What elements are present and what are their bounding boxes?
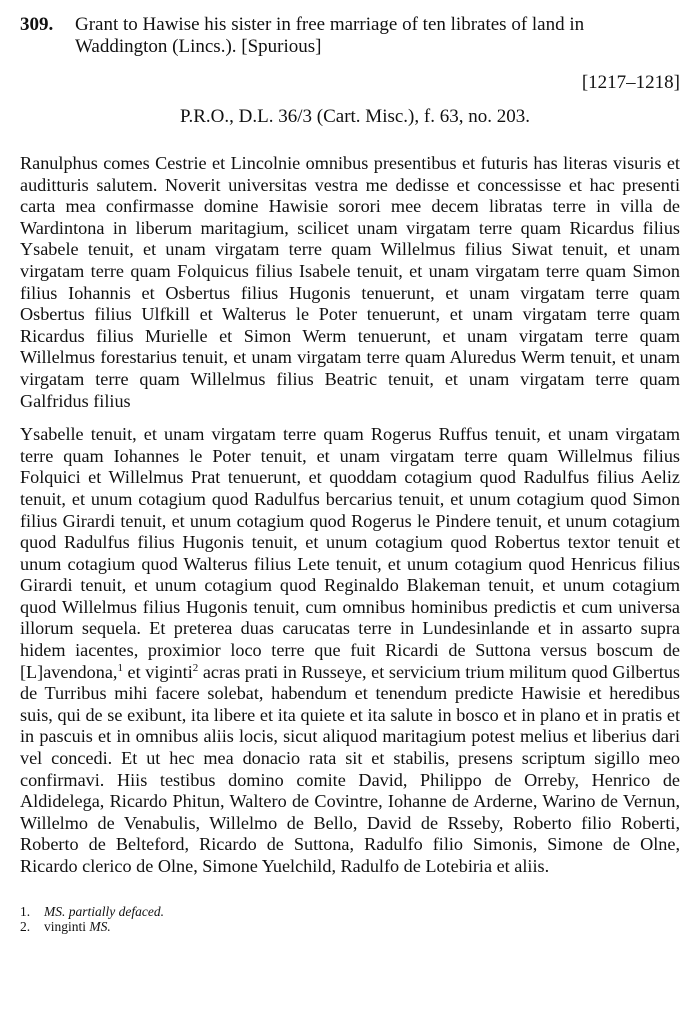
footnote-source-abbrev: MS. (89, 919, 111, 935)
footnote-2 (20, 919, 680, 935)
footnote-text (44, 919, 111, 935)
footnote-number: 2. (20, 919, 31, 935)
charter-text-paragraph-2 (20, 424, 680, 877)
charter-number: 309. (20, 14, 54, 35)
paragraph-2-part-3: acras prati in Russeye, et servicium trium militum quod Gilbertus de Turribus mihi facere solebat, habendum et tenendum predicte Hawisie et heredibus suis, qui de se exibunt, ita libere et ita quiete et ita salute in bosco et in plano et in pratis et in pascuis et in omnibus aliis locis, sicut aliquod maritagium potest melius et liberius dari vel concedi. Et ut hec mea donacio rata sit et stabilis, presens scriptum sigillo meo confirmavi. Hiis testibus domino comite David, Philippo de Orreby, Henrico de Aldidelega, Ricardo Phitun, Waltero de Covintre, Iohanne de Arderne, Warino de Vernun, Willelmo de Venabulis, Willelmo de Bello, David de Rsseby, Roberto filio Roberti, Roberto de Belteford, Ricardo de Suttona, Radulfo filio Simonis, Simone de Olne, Ricardo clerico de Olne, Simone Yuelchild, Radulfo de Lotebiria et aliis. (20, 661, 681, 876)
footnote-1 (20, 904, 680, 920)
paragraph-2-part-1: Ysabelle tenuit, et unam virgatam terre quam Rogerus Ruffus tenuit, et unam virgatam terre quam Iohannes le Poter tenuit, et unam virgatam terre quam Willelmus filius Folquici et Willelmus Prat tenuerunt, et quoddam cotagium quod Radulfus filius Aeliz tenuit, et unum cotagium quod Radulfus bercarius tenuit, et unum cotagium quod Simon filius Girardi tenuit, et unum cotagium quod Rogerus le Pindere tenuit, et unum cotagium quod Radulfus filius Hugonis tenuit, et unum cotagium quod Robertus textor tenuit et unum cotagium quod Walterus filius Lete tenuit, et unum cotagium quod Henricus filius Girardi tenuit, et unum cotagium quod Reginaldo Blakeman tenuit, et unum cotagium quod Willelmus filius Hugonis tenuit, cum omnibus hominibus predictis et cum universa illorum sequela. Et preterea duas carucatas terre in Lundesinlande et in assarto supra hidem iacentes, proximior loco terre que fuit Ricardi de Suttona versus boscum de [L]avendona, (20, 424, 680, 682)
charter-text-paragraph-1: Ranulphus comes Cestrie et Lincolnie omnibus presentibus et futuris has literas visuris et auditturis salutem. Noverit universitas vestra me dedisse et concessisse et hac presenti carta mea confirmasse domine Hawisie sorori mee decem libratas terre in villa de Wardintona in liberum maritagium, scilicet unam virgatam terre quam Ricardus filius Ysabele tenuit, et unam virgatam terre quam Willelmus filius Siwat tenuit, et unam virgatam terre quam Folquicus filius Isabele tenuit, et unam virgatam terre quam Simon filius Iohannis et Osbertus filius Hugonis tenuerunt, et unam virgatam terre quam Osbertus filius Ulfkill et Walterus le Poter tenuerunt, et unam virgatam terre quam Ricardus filius Murielle et Simon Werm tenuerunt, et unam virgatam terre quam Willelmus forestarius tenuit, et unam virgatam terre quam Aluredus Werm tenuit, et unam virgatam terre quam Willelmus filius Beatric tenuit, et unam virgatam terre quam Galfridus filius (20, 153, 680, 411)
charter-title: Grant to Hawise his sister in free marriage of ten librates of land in Waddington (Lincs.). [Spurious] (75, 14, 585, 57)
footnote-number: 1. (20, 903, 31, 919)
charter-date: [1217–1218] (581, 72, 680, 93)
footnote-variant-reading: vinginti (44, 919, 90, 935)
footnote-ref-1: 1 (117, 661, 123, 674)
footnote-text: MS. partially defaced. (44, 903, 164, 919)
paragraph-2-part-2: et viginti (122, 661, 193, 682)
footnotes (20, 904, 680, 935)
footnote-ref-2: 2 (192, 661, 199, 674)
document-page (20, 14, 680, 935)
source-reference: P.R.O., D.L. 36/3 (Cart. Misc.), f. 63, no. 203. (180, 106, 530, 127)
charter-heading (20, 14, 680, 58)
